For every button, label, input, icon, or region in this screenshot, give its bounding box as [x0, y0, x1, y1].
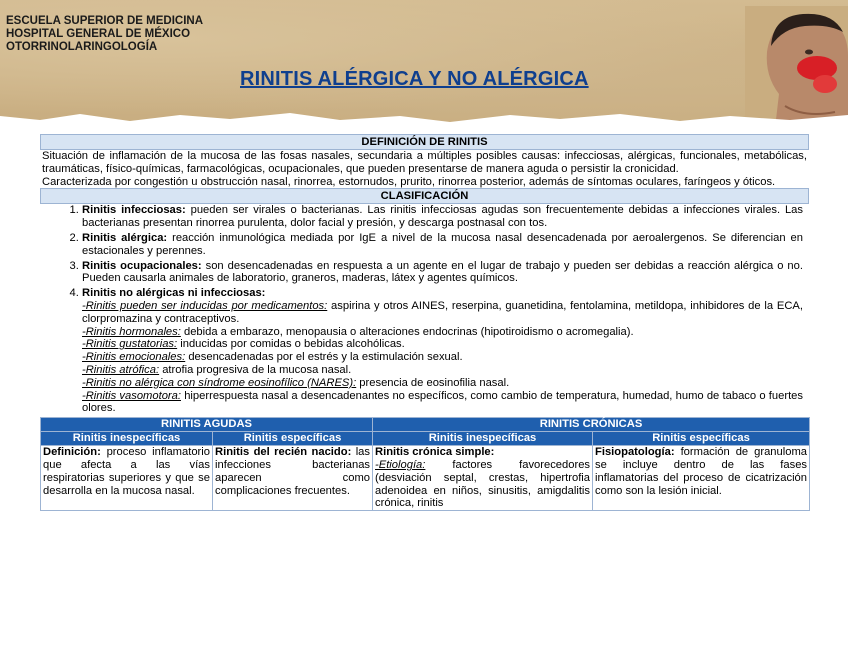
sub-item — [82, 390, 803, 416]
sub-term: -Rinitis no alérgica con síndrome eosinofílico (NARES): — [82, 376, 357, 389]
sub-text: inducidas por comidas o bebidas alcohólicas. — [177, 338, 405, 351]
table-cell — [593, 446, 810, 511]
header-banner — [0, 0, 848, 128]
sub-term: -Rinitis vasomotora: — [82, 389, 181, 402]
cell-term: Fisiopatología: — [595, 446, 675, 459]
sub-item — [82, 326, 803, 339]
definition-heading: DEFINICIÓN DE RINITIS — [40, 134, 809, 150]
school-header — [6, 15, 203, 54]
classification-heading: CLASIFICACIÓN — [40, 188, 809, 204]
item-term: Rinitis infecciosas: — [82, 204, 186, 217]
sub-term: -Rinitis pueden ser inducidas por medicamentos: — [82, 299, 328, 312]
list-item — [82, 260, 803, 286]
sub-text: debida a embarazo, menopausia o alteraciones endocrinas (hipotiroidismo o acromegalia). — [180, 325, 634, 338]
sub-item — [82, 364, 803, 377]
sub-term: -Rinitis gustatorias: — [82, 338, 178, 351]
item-text: reacción inmunológica mediada por IgE a nivel de la mucosa nasal desencadenada por aeroalergenos. Se diferencian en estacionales y perennes. — [82, 231, 803, 257]
column-header: Rinitis específicas — [593, 432, 810, 446]
acute-rhinitis-header: RINITIS AGUDAS — [41, 418, 373, 432]
cell-term: Rinitis crónica simple: — [375, 446, 495, 459]
item-text: pueden ser virales o bacterianas. Las rinitis infecciosas agudas son frecuentemente debidas a infecciones virales. Las bacterianas presentan rinorrea purulenta, dolor facial y presión, y descarga postnasal con tos. — [82, 204, 803, 230]
sub-term: -Rinitis emocionales: — [82, 351, 186, 364]
table-cell — [213, 446, 373, 511]
sub-text: atrofia progresiva de la mucosa nasal. — [159, 363, 352, 376]
cell-text: factores favorecedores (desviación septal, crestas, hipertrofia adenoidea en niños, sinusitis, amigdalitis crónica, rinitis — [375, 458, 591, 510]
cell-term: Definición: — [43, 446, 101, 459]
school-line-2: HOSPITAL GENERAL DE MÉXICO — [6, 28, 191, 40]
sub-item — [82, 338, 803, 351]
cell-text: proceso inflamatorio que afecta a las vías respiratorias superiores y que se desarrolla en la mucosa nasal. — [43, 446, 210, 497]
column-header: Rinitis inespecíficas — [41, 432, 213, 446]
cell-text: formación de granuloma se incluye dentro de las fases inflamatorias del proceso de cicatrización como son la lesión inicial. — [595, 446, 808, 497]
column-header: Rinitis inespecíficas — [373, 432, 593, 446]
school-line-1: ESCUELA SUPERIOR DE MEDICINA — [6, 15, 204, 27]
table-cell — [373, 446, 593, 511]
document-body — [40, 134, 809, 511]
item-term: Rinitis ocupacionales: — [82, 259, 202, 272]
chronic-rhinitis-header: RINITIS CRÓNICAS — [373, 418, 810, 432]
classification-list — [40, 204, 809, 415]
item-term: Rinitis alérgica: — [82, 231, 168, 244]
page-title: RINITIS ALÉRGICA Y NO ALÉRGICA — [240, 68, 589, 90]
sub-term: -Rinitis atrófica: — [82, 363, 160, 376]
definition-paragraph-2: Caracterizada por congestión u obstrucción nasal, rinorrea, estornudos, prurito, rinorrea posterior, además de síntomas oculares, faríngeos y óticos. — [42, 175, 776, 188]
sub-text: presencia de eosinofilia nasal. — [356, 376, 510, 389]
column-header: Rinitis específicas — [213, 432, 373, 446]
sub-item — [82, 351, 803, 364]
sub-item — [82, 300, 803, 326]
sub-text: aspirina y otros AINES, reserpina, guanetidina, fentolamina, metildopa, inhibidores de la ECA, clorpromazina y contraceptivos. — [82, 299, 803, 325]
sub-text: hiperrespuesta nasal a desencadenantes no específicos, como cambio de temperatura, humedad, humo de tabaco o fuertes olores. — [82, 389, 803, 415]
cell-subterm: -Etiología: — [375, 458, 426, 471]
definition-paragraph-1: Situación de inflamación de la mucosa de las fosas nasales, secundaria a múltiples posibles causas: infecciosas, alérgicas, funcionales, metabólicas, traumáticas, físico-químicas, farmacológicas, ocupacionales, que pueden presentarse de manera aguda o persistir la cronicidad. — [42, 150, 807, 175]
list-item — [82, 287, 803, 415]
table-cell — [41, 446, 213, 511]
rhinitis-table — [40, 417, 810, 511]
school-line-3: OTORRINOLARINGOLOGÍA — [6, 41, 158, 53]
torn-paper-edge — [0, 106, 848, 128]
cell-text: las infecciones bacterianas aparecen como complicaciones frecuentes. — [215, 446, 371, 497]
sub-term: -Rinitis hormonales: — [82, 325, 181, 338]
sub-text: desencadenadas por el estrés y la estimulación sexual. — [185, 351, 463, 364]
cell-term: Rinitis del recién nacido: — [215, 446, 352, 459]
list-item — [82, 232, 803, 258]
sub-item — [82, 377, 803, 390]
item-term: Rinitis no alérgicas ni infecciosas: — [82, 287, 266, 300]
list-item — [82, 204, 803, 230]
item-text: son desencadenadas en respuesta a un agente en el lugar de trabajo y pueden ser debidas a reacción alérgica o no. Pueden causarla animales de laboratorio, graneros, maderas, látex y agentes químicos. — [82, 259, 803, 285]
